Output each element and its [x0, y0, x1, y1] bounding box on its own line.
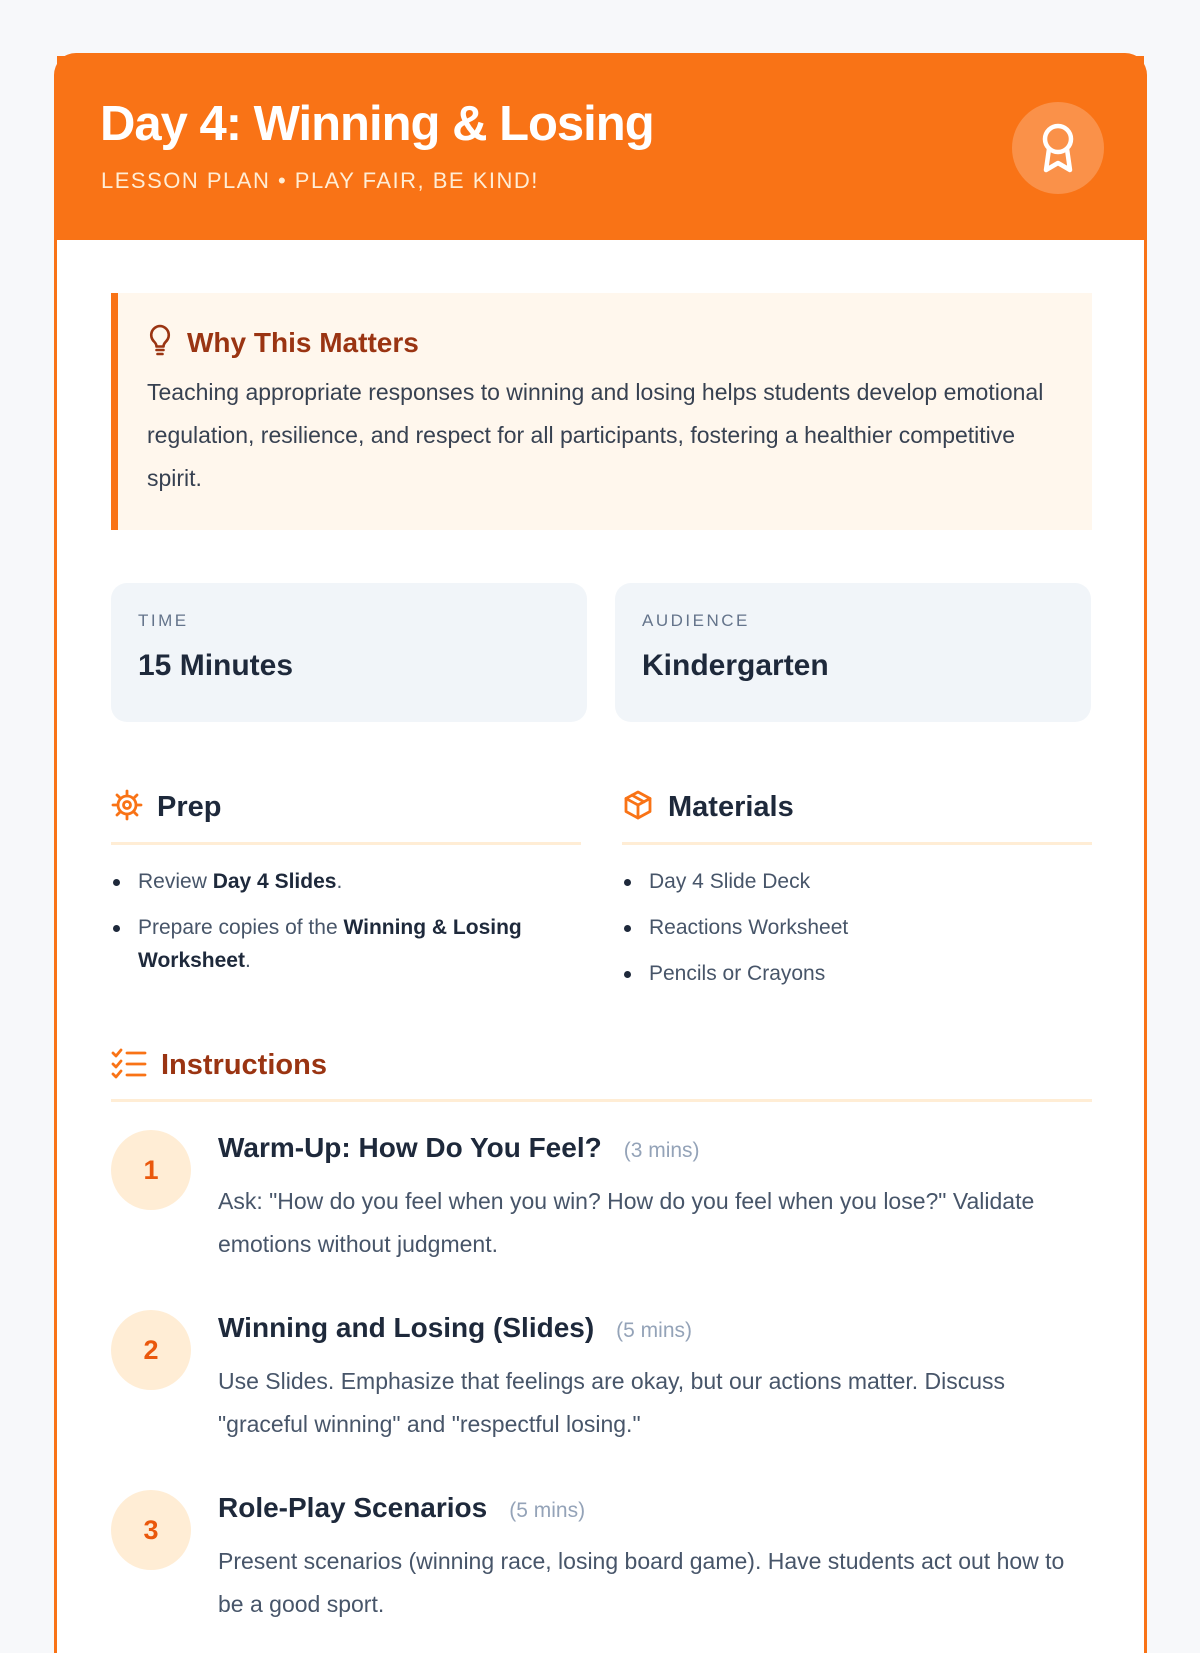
step-title: Winning and Losing (Slides) — [218, 1312, 595, 1343]
list-item: Review Day 4 Slides. — [111, 865, 581, 898]
step-description: Use Slides. Emphasize that feelings are okay, but our actions matter. Discuss "graceful winning" and "respectful losing." — [218, 1368, 1006, 1437]
step-duration: (3 mins) — [623, 1139, 700, 1162]
why-this-matters-callout — [111, 293, 1092, 530]
lesson-header — [57, 56, 1144, 240]
step-number: 1 — [111, 1130, 191, 1210]
why-title: Why This Matters — [187, 326, 419, 358]
materials-section — [622, 780, 1092, 1003]
lesson-card — [54, 53, 1147, 1653]
prep-list — [111, 865, 581, 977]
time-card — [111, 583, 587, 722]
step-duration: (5 mins) — [509, 1499, 586, 1522]
step-number: 3 — [111, 1490, 191, 1570]
list-item: Day 4 Slide Deck — [622, 865, 1092, 898]
step-description: Ask: "How do you feel when you win? How do you feel when you lose?" Validate emotions without judgment. — [218, 1188, 1035, 1257]
instructions-heading — [111, 1038, 327, 1092]
step-title: Warm-Up: How Do You Feel? — [218, 1132, 602, 1163]
step-description: Present scenarios (winning race, losing board game). Have students act out how to be a good sport. — [218, 1548, 1065, 1617]
why-text: Teaching appropriate responses to winning and losing helps students develop emotional regulation, resilience, and respect for all participants, fostering a healthier competitive spirit. — [147, 379, 1044, 491]
materials-divider — [622, 842, 1092, 845]
instructions-title: Instructions — [161, 1048, 327, 1081]
page-subtitle: LESSON PLAN • PLAY FAIR, BE KIND! — [101, 168, 539, 193]
package-icon — [622, 789, 654, 826]
audience-label: AUDIENCE — [642, 611, 750, 630]
audience-value: Kindergarten — [642, 649, 829, 682]
step-duration: (5 mins) — [616, 1319, 693, 1342]
time-label: TIME — [138, 611, 189, 630]
prep-section — [111, 780, 581, 990]
instructions-divider — [111, 1099, 1092, 1102]
materials-title: Materials — [668, 790, 794, 823]
prep-title: Prep — [157, 790, 222, 823]
page-title: Day 4: Winning & Losing — [100, 97, 654, 151]
prep-divider — [111, 842, 581, 845]
lightbulb-icon — [147, 323, 173, 362]
checklist-icon — [111, 1047, 147, 1084]
step-number: 2 — [111, 1310, 191, 1390]
list-item: Prepare copies of the Winning & Losing Worksheet. — [111, 911, 581, 977]
list-item: Pencils or Crayons — [622, 957, 1092, 990]
materials-list — [622, 865, 1092, 990]
audience-card — [615, 583, 1091, 722]
award-ribbon-icon — [1012, 102, 1104, 194]
step-title: Role-Play Scenarios — [218, 1492, 488, 1523]
time-value: 15 Minutes — [138, 649, 294, 682]
gear-icon — [111, 789, 143, 826]
list-item: Reactions Worksheet — [622, 911, 1092, 944]
